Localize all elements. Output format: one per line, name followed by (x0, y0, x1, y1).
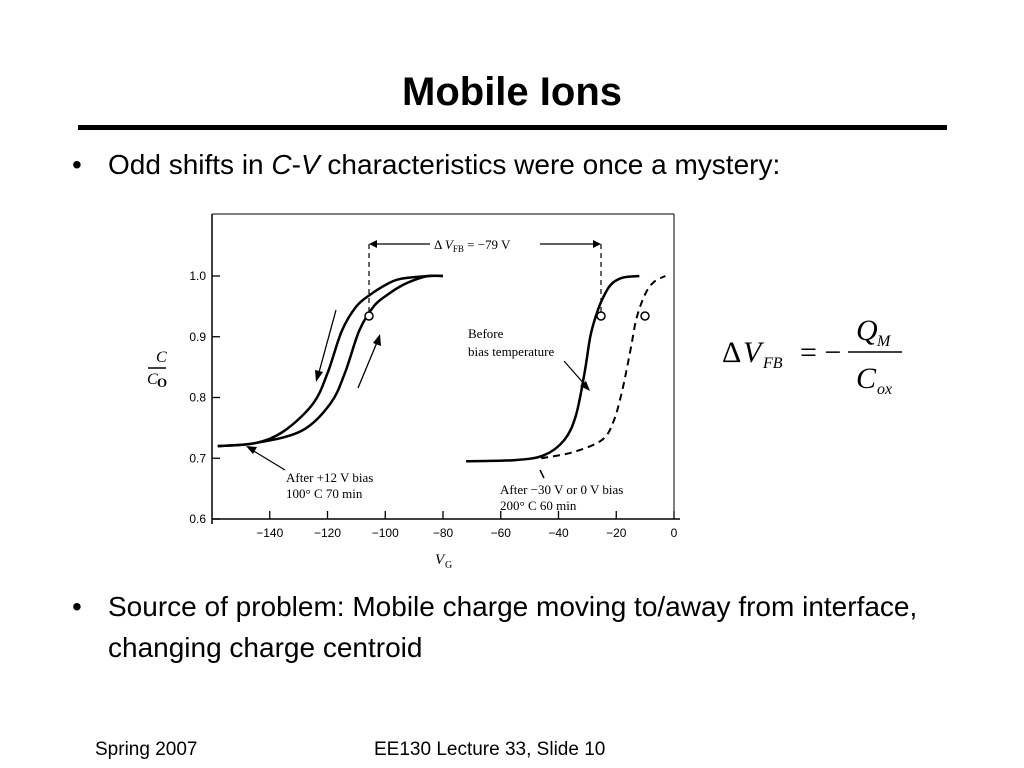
arrow-down-line (318, 310, 336, 376)
annotation-before-pointer (564, 361, 586, 386)
annotation-after30-2: 200° C 60 min (500, 498, 577, 513)
annotation-after12-pointer-head (246, 446, 257, 454)
formula-v-sub: FB (763, 355, 783, 372)
formula-svg (718, 310, 918, 410)
x-ticks (256, 511, 677, 540)
arrow-up-head (373, 334, 381, 346)
bullet-1-c: C (271, 149, 292, 180)
annotation-after12-1: After +12 V bias (286, 470, 374, 485)
formula-numerator-sub: M (877, 333, 891, 350)
curve-hysteresis-branch (218, 276, 443, 446)
annotation-after30-pointer (540, 470, 544, 478)
formula-equals: = − (800, 336, 842, 369)
annotation-before-2: bias temperature (468, 344, 555, 359)
x-tick-label: −40 (548, 526, 569, 540)
y-tick-label: 0.9 (189, 329, 206, 344)
annotation-after12-2: 100° C 70 min (286, 486, 363, 501)
title-divider (78, 125, 947, 130)
footer-date: Spring 2007 (95, 739, 198, 760)
arrow-down-head (315, 370, 323, 382)
annotation-after30-1: After −30 V or 0 V bias (500, 482, 624, 497)
x-label-sub: G (445, 560, 453, 571)
curve-after-12v-bias (218, 276, 443, 446)
curve-before-bias (466, 276, 639, 461)
bullet-2-text: Source of problem: Mobile charge moving to/away from interface, changing charge centroid (108, 591, 918, 663)
x-label: V (435, 552, 445, 568)
x-tick-label: −120 (313, 526, 342, 540)
delta-right-arrowhead (593, 240, 601, 248)
formula-delta: Δ (722, 336, 742, 369)
marker-left (365, 312, 373, 320)
y-tick-label: 0.8 (189, 390, 206, 405)
x-tick-label: −100 (371, 526, 399, 540)
arrow-up-line (358, 340, 378, 388)
bullet-1-post: characteristics were once a mystery: (319, 149, 781, 180)
x-tick-label: −80 (432, 526, 454, 540)
marker-before (597, 312, 605, 320)
delta-label: Δ $V_{FB} = -79$ V (434, 237, 511, 254)
formula-numerator: Q (856, 314, 878, 347)
annotation-before-1: Before (468, 326, 504, 341)
footer-slide-info: EE130 Lecture 33, Slide 10 (374, 739, 606, 760)
bullet-1-pre: Odd shifts in (108, 149, 272, 180)
y-tick-label: 0.7 (189, 451, 206, 466)
y-label-sub: O (157, 375, 168, 390)
y-ticks (189, 269, 220, 526)
bullet-symbol: • (72, 149, 82, 180)
x-tick-label: −60 (490, 526, 511, 540)
y-label-top: C (156, 349, 167, 366)
bullet-1-dash: - (291, 149, 301, 180)
formula-v: V (743, 336, 762, 369)
marker-after30 (641, 312, 649, 320)
formula-denominator-sub: ox (877, 381, 893, 398)
cv-plot-svg (140, 206, 700, 576)
x-tick-label: −140 (256, 526, 284, 540)
curve-after-30v-bias (541, 276, 665, 458)
annotation-after12-pointer (252, 450, 285, 470)
y-label-bottom: C (147, 371, 158, 388)
y-tick-label: 1.0 (189, 269, 206, 283)
flatband-shift-formula (718, 310, 918, 415)
bullet-1-v: V (300, 149, 320, 180)
delta-left-arrowhead (369, 240, 377, 248)
cv-characteristics-figure (140, 206, 700, 581)
bullet-cv-shifts (72, 144, 968, 185)
bullet-symbol: • (72, 591, 82, 622)
formula-denominator: C (856, 362, 877, 395)
bullet-source-of-problem (72, 586, 968, 668)
x-tick-label: 0 (670, 526, 678, 540)
slide-title: Mobile Ions (402, 70, 622, 114)
y-tick-label: 0.6 (189, 512, 206, 526)
x-tick-label: −20 (606, 526, 627, 540)
